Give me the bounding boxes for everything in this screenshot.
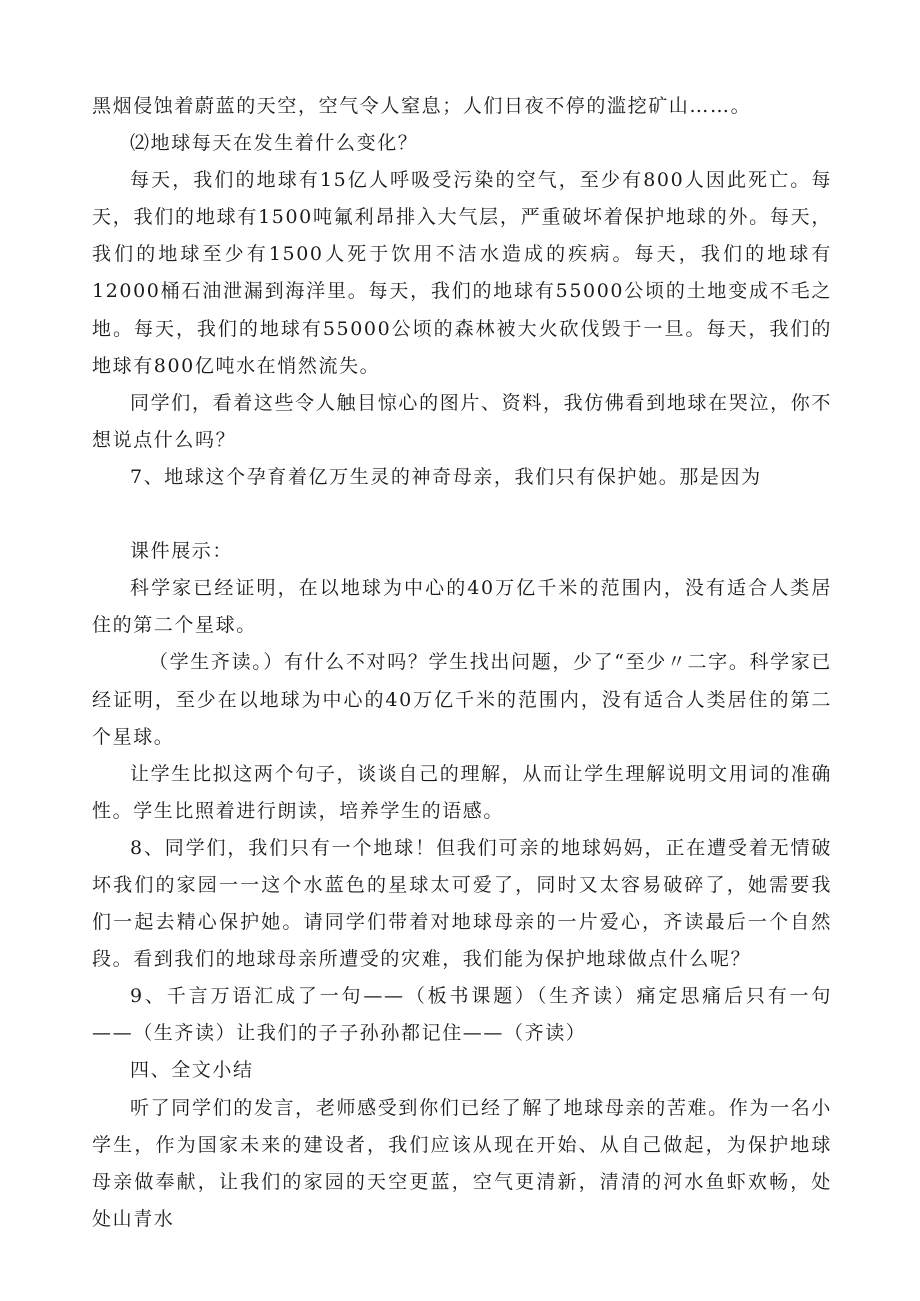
paragraph-pollution-intro: 黑烟侵蚀着蔚蓝的天空，空气令人窒息；人们日夜不停的滥挖矿山……。 <box>92 95 752 117</box>
paragraph-step-8: 8、同学们，我们只有一个地球！但我们可亲的地球妈妈，正在遭受着无情破坏我们的家园一一这个水蓝色的星球太可爱了，同时又太容易破碎了，她需要我们一起去精心保护她。请同学们带着对地球母亲的一片爱心，齐读最后一个自然段。看到我们的地球母亲所遭受的灾难，我们能为保护地球做点什么呢？ <box>92 836 832 971</box>
paragraph-daily-facts: 每天，我们的地球有15亿人呼吸受污染的空气，至少有800人因此死亡。每天，我们的地球有1500吨氟利昂排入大气层，严重破坏着保护地球的外。每天，我们的地球至少有1500人死于饮用不洁水造成的疾病。每天，我们的地球有12000桶石油泄漏到海洋里。每天，我们的地球有55000公顷的土地变成不毛之地。每天，我们的地球有55000公顷的森林被大火砍伐毁于一旦。每天，我们的地球有800亿吨水在悄然流失。 <box>92 169 832 377</box>
paragraph-students-read: （学生齐读。）有什么不对吗？学生找出问题，少了“至少〃二字。科学家已经证明，至少在以地球为中心的40万亿千米的范围内，没有适合人类居住的第二个星球。 <box>92 651 832 748</box>
paragraph-compare-sentences: 让学生比拟这两个句子，谈谈自己的理解，从而让学生理解说明文用词的准确性。学生比照着进行朗读，培养学生的语感。 <box>92 762 832 822</box>
paragraph-students-reflect: 同学们，看着这些令人触目惊心的图片、资料，我仿佛看到地球在哭泣，你不想说点什么吗？ <box>92 391 832 451</box>
blank-line <box>92 496 832 533</box>
paragraph-courseware-label: 课件展示： <box>130 540 234 563</box>
section-heading-summary: 四、全文小结 <box>130 1059 254 1082</box>
paragraph-step-9: 9、千言万语汇成了一句——（板书课题）（生齐读）痛定思痛后只有一句——（生齐读）让我们的子子孙孙都记住——（齐读） <box>92 985 832 1045</box>
document-page <box>92 88 832 1238</box>
paragraph-question-changes: ⑵地球每天在发生着什么变化？ <box>130 132 419 155</box>
paragraph-step-7: 7、地球这个孕育着亿万生灵的神奇母亲，我们只有保护她。那是因为 <box>130 465 762 488</box>
paragraph-scientist-statement: 科学家已经证明，在以地球为中心的40万亿千米的范围内，没有适合人类居住的第二个星球。 <box>92 577 832 637</box>
paragraph-summary: 听了同学们的发言，老师感受到你们已经了解了地球母亲的苦难。作为一名小学生，作为国家未来的建设者，我们应该从现在开始、从自己做起，为保护地球母亲做奉献，让我们的家园的天空更蓝，空气更清新，清清的河水鱼虾欢畅，处处山青水 <box>92 1096 832 1230</box>
